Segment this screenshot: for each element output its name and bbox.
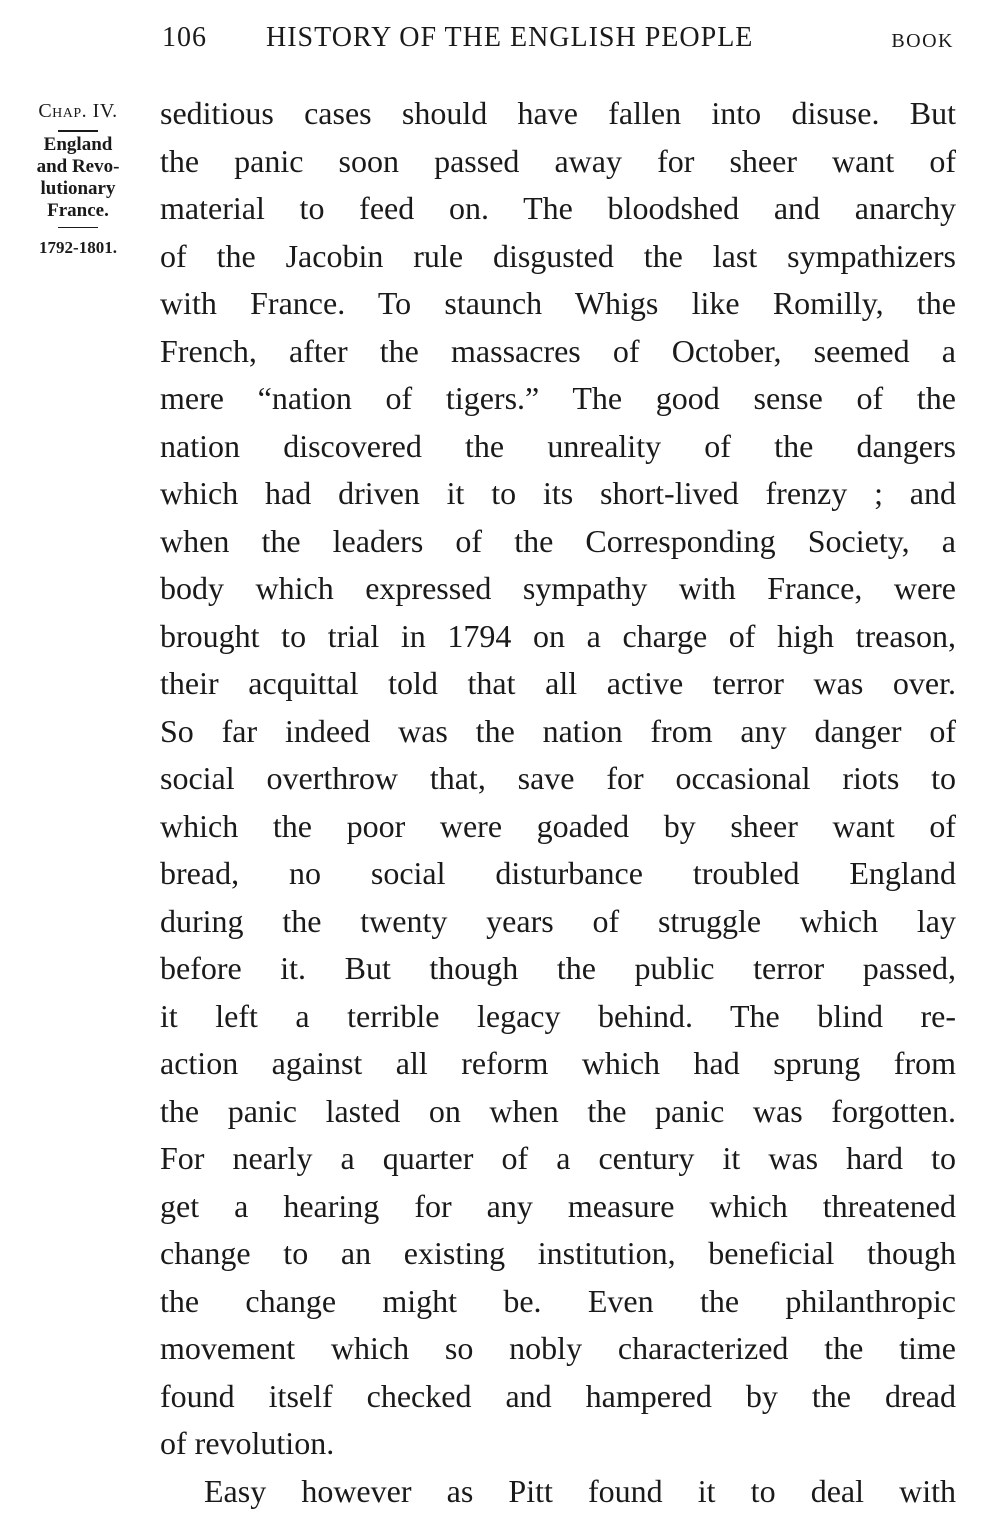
margin-topic-line: lutionary — [40, 178, 116, 199]
text-line: nation discovered the unreality of the dangers — [160, 427, 956, 464]
text-line: before it. But though the public terror passed, — [160, 950, 956, 986]
text-line: French, after the massacres of October, seemed a — [160, 332, 956, 369]
text-line: the change might be. Even the philanthropic — [160, 1282, 956, 1319]
text-line: brought to trial in 1794 on a charge of high treason, — [160, 617, 956, 654]
text-line: material to feed on. The bloodshed and anarchy — [160, 190, 956, 226]
text-line: So far indeed was the nation from any danger of — [160, 712, 956, 749]
paragraph-end-line: of revolution. — [160, 1425, 335, 1461]
margin-rule — [58, 130, 98, 132]
marginal-note — [14, 100, 142, 258]
text-line: change to an existing institution, beneficial though — [160, 1235, 956, 1271]
text-line: it left a terrible legacy behind. The blind re- — [160, 997, 956, 1034]
text-line: of the Jacobin rule disgusted the last sympathizers — [160, 237, 956, 274]
body-text — [160, 90, 956, 1515]
text-line: social overthrow that, save for occasional riots to — [160, 760, 956, 796]
margin-topic-line: England — [43, 134, 113, 155]
margin-topic-line: and Revo- — [36, 156, 120, 177]
text-line: which had driven it to its short-lived frenzy ; and — [160, 475, 956, 511]
text-line: the panic soon passed away for sheer want of — [160, 142, 956, 179]
margin-rule — [58, 227, 98, 228]
text-line: seditious cases should have fallen into disuse. But — [160, 95, 956, 131]
running-title: HISTORY OF THE ENGLISH PEOPLE — [266, 22, 754, 53]
text-line: their acquittal told that all active terror was over. — [160, 665, 956, 701]
text-line: movement which so nobly characterized the time — [160, 1330, 956, 1366]
text-line: For nearly a quarter of a century it was hard to — [160, 1140, 956, 1176]
text-line: bread, no social disturbance troubled England — [160, 855, 956, 891]
running-header — [0, 18, 1000, 58]
text-line: with France. To staunch Whigs like Romilly, the — [160, 285, 956, 321]
text-line: mere “nation of tigers.” The good sense of the — [160, 380, 956, 416]
margin-years: 1792-1801. — [39, 238, 117, 257]
text-line: found itself checked and hampered by the dread — [160, 1377, 956, 1414]
text-line: get a hearing for any measure which threatened — [160, 1187, 956, 1224]
text-line: which the poor were goaded by sheer want of — [160, 807, 956, 844]
running-book-label: BOOK — [891, 30, 954, 52]
page-number: 106 — [162, 22, 207, 53]
text-line: action against all reform which had sprung from — [160, 1045, 956, 1081]
text-line: during the twenty years of struggle which lay — [160, 902, 956, 939]
text-line: the panic lasted on when the panic was forgotten. — [160, 1092, 956, 1129]
text-line: body which expressed sympathy with France, were — [160, 570, 956, 606]
margin-topic-line: France. — [47, 200, 109, 221]
paragraph-start-line: Easy however as Pitt found it to deal with — [204, 1472, 956, 1509]
text-line: when the leaders of the Corresponding Society, a — [160, 522, 956, 559]
chapter-label: Chap. IV. — [38, 100, 118, 122]
